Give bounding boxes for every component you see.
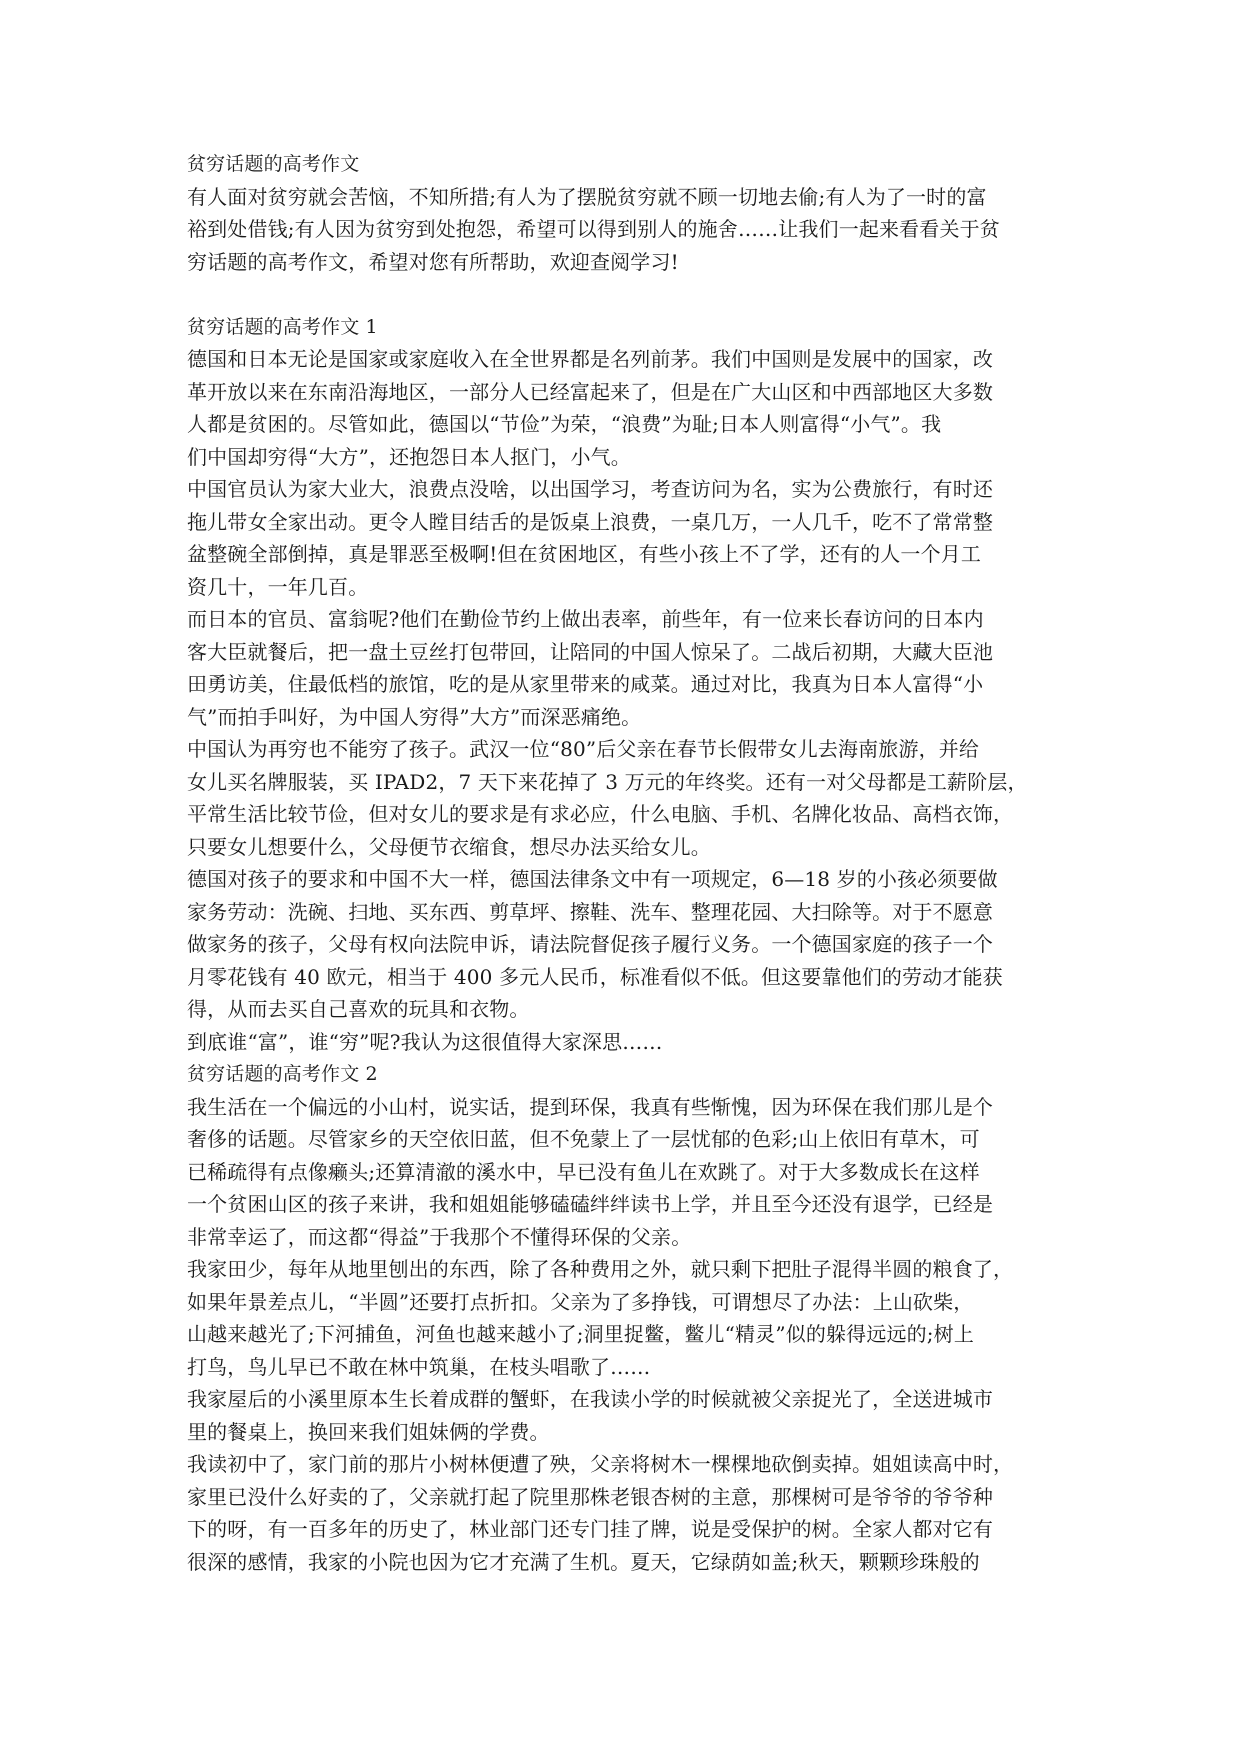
document-page (187, 148, 1057, 1578)
essay2-line: 奢侈的话题。尽管家乡的天空依旧蓝，但不免蒙上了一层忧郁的色彩;山上依旧有草木，可 (187, 1127, 980, 1151)
essay1-line: 而日本的官员、富翁呢?他们在勤俭节约上做出表率，前些年，有一位来长春访问的日本内 (187, 607, 984, 631)
essay1-line: 拖儿带女全家出动。更令人瞠目结舌的是饭桌上浪费，一桌几万，一人几千，吃不了常常整 (187, 509, 993, 534)
essay1-line: 德国和日本无论是国家或家庭收入在全世界都是名列前茅。我们中国则是发展中的国家，改 (187, 347, 993, 371)
essay2-line: 我家田少，每年从地里刨出的东西，除了各种费用之外，就只剩下把肚子混得半圆的粮食了， (187, 1257, 1014, 1281)
essay2-line: 如果年景差点儿，“半圆”还要打点折扣。父亲为了多挣钱，可谓想尽了办法：上山砍柴， (187, 1289, 974, 1314)
essay1-line: 月零花钱有 40 欧元，相当于 400 多元人民币，标准看似不低。但这要靠他们的劳动才能获 (187, 964, 1003, 989)
essay2-line: 已稀疏得有点像癞头;还算清澈的溪水中，早已没有鱼儿在欢跳了。对于大多数成长在这样 (187, 1159, 980, 1184)
essay1-line: 德国对孩子的要求和中国不大一样，德国法律条文中有一项规定，6—18 岁的小孩必须要做 (187, 867, 998, 891)
essay1-line: 女儿买名牌服装，买 IPAD2，7 天下来花掉了 3 万元的年终奖。还有一对父母都是工薪阶层， (187, 769, 1028, 794)
essay2-line: 非常幸运了，而这都“得益”于我那个不懂得环保的父亲。 (187, 1224, 692, 1249)
essay1-line: 盆整碗全部倒掉，真是罪恶至极啊!但在贫困地区，有些小孩上不了学，还有的人一个月工 (187, 542, 982, 566)
document-title: 贫穷话题的高考作文 (187, 153, 360, 175)
essay1-line: 做家务的孩子，父母有权向法院申诉，请法院督促孩子履行义务。一个德国家庭的孩子一个 (187, 932, 993, 956)
essay1-heading: 贫穷话题的高考作文 1 (187, 315, 378, 338)
essay2-line: 很深的感情，我家的小院也因为它才充满了生机。夏天，它绿荫如盖;秋天，颗颗珍珠般的 (187, 1549, 980, 1574)
blank-line (187, 278, 1057, 311)
essay2-line: 里的餐桌上，换回来我们姐妹俩的学费。 (187, 1419, 550, 1444)
essay2-heading: 贫穷话题的高考作文 2 (187, 1063, 378, 1085)
essay1-line: 革开放以来在东南沿海地区，一部分人已经富起来了，但是在广大山区和中西部地区大多数 (187, 379, 993, 404)
essay1-line: 只要女儿想要什么，父母便节衣缩食，想尽办法买给女儿。 (187, 834, 711, 859)
essay2-line: 一个贫困山区的孩子来讲，我和姐姐能够磕磕绊绊读书上学，并且至今还没有退学，已经是 (187, 1192, 993, 1216)
essay2-line: 我家屋后的小溪里原本生长着成群的蟹虾，在我读小学的时候就被父亲捉光了，全送进城市 (187, 1387, 993, 1411)
essay1-line: 气”而拍手叫好，为中国人穷得”大方”而深恶痛绝。 (187, 704, 642, 729)
essay2-body (187, 1091, 1057, 1579)
essay1-line: 家务劳动：洗碗、扫地、买东西、剪草坪、擦鞋、洗车、整理花园、大扫除等。对于不愿意 (187, 899, 993, 924)
intro-line: 穷话题的高考作文，希望对您有所帮助，欢迎查阅学习! (187, 249, 679, 274)
essay1-line: 客大臣就餐后，把一盘土豆丝打包带回，让陪同的中国人惊呆了。二战后初期，大藏大臣池 (187, 639, 993, 664)
essay2-line: 下的呀，有一百多年的历史了，林业部门还专门挂了牌，说是受保护的树。全家人都对它有 (187, 1517, 993, 1541)
essay1-line: 平常生活比较节俭，但对女儿的要求是有求必应，什么电脑、手机、名牌化妆品、高档衣饰， (187, 802, 1014, 826)
intro-line: 裕到处借钱;有人因为贫穷到处抱怨，希望可以得到别人的施舍……让我们一起来看看关于贫 (187, 217, 1000, 241)
essay1-line: 到底谁“富”，谁“穷”呢?我认为这很值得大家深思…… (187, 1029, 663, 1054)
essay1-line: 中国认为再穷也不能穷了孩子。武汉一位“80”后父亲在春节长假带女儿去海南旅游，并给 (187, 737, 980, 761)
intro-line: 有人面对贫穷就会苦恼，不知所措;有人为了摆脱贫穷就不顾一切地去偷;有人为了一时的富 (187, 184, 987, 209)
essay2-line: 山越来越光了;下河捕鱼，河鱼也越来越小了;洞里捉鳖，鳖儿“精灵”似的躲得远远的;树上 (187, 1322, 974, 1346)
essay1-line: 人都是贫困的。尽管如此，德国以“节俭”为荣，“浪费”为耻;日本人则富得“小气”。我 (187, 412, 942, 436)
essay1-line: 们中国却穷得“大方”，还抱怨日本人抠门，小气。 (187, 444, 631, 469)
intro-paragraph (187, 181, 1057, 279)
essay1-line: 田勇访美，住最低档的旅馆，吃的是从家里带来的咸菜。通过对比，我真为日本人富得“小 (187, 672, 984, 696)
essay2-line: 我生活在一个偏远的小山村，说实话，提到环保，我真有些惭愧，因为环保在我们那儿是个 (187, 1094, 993, 1119)
essay1-line: 中国官员认为家大业大，浪费点没啥，以出国学习，考查访问为名，实为公费旅行，有时还 (187, 477, 993, 501)
essay2-line: 家里已没什么好卖的了，父亲就打起了院里那株老银杏树的主意，那棵树可是爷爷的爷爷种 (187, 1484, 993, 1509)
essay1-body (187, 343, 1057, 1058)
essay1-line: 得，从而去买自己喜欢的玩具和衣物。 (187, 997, 530, 1021)
essay2-line: 打鸟，鸟儿早已不敢在林中筑巢，在枝头唱歌了…… (187, 1354, 651, 1379)
essay1-line: 资几十，一年几百。 (187, 574, 369, 599)
essay2-line: 我读初中了，家门前的那片小树林便遭了殃，父亲将树木一棵棵地砍倒卖掉。姐姐读高中时， (187, 1452, 1014, 1476)
